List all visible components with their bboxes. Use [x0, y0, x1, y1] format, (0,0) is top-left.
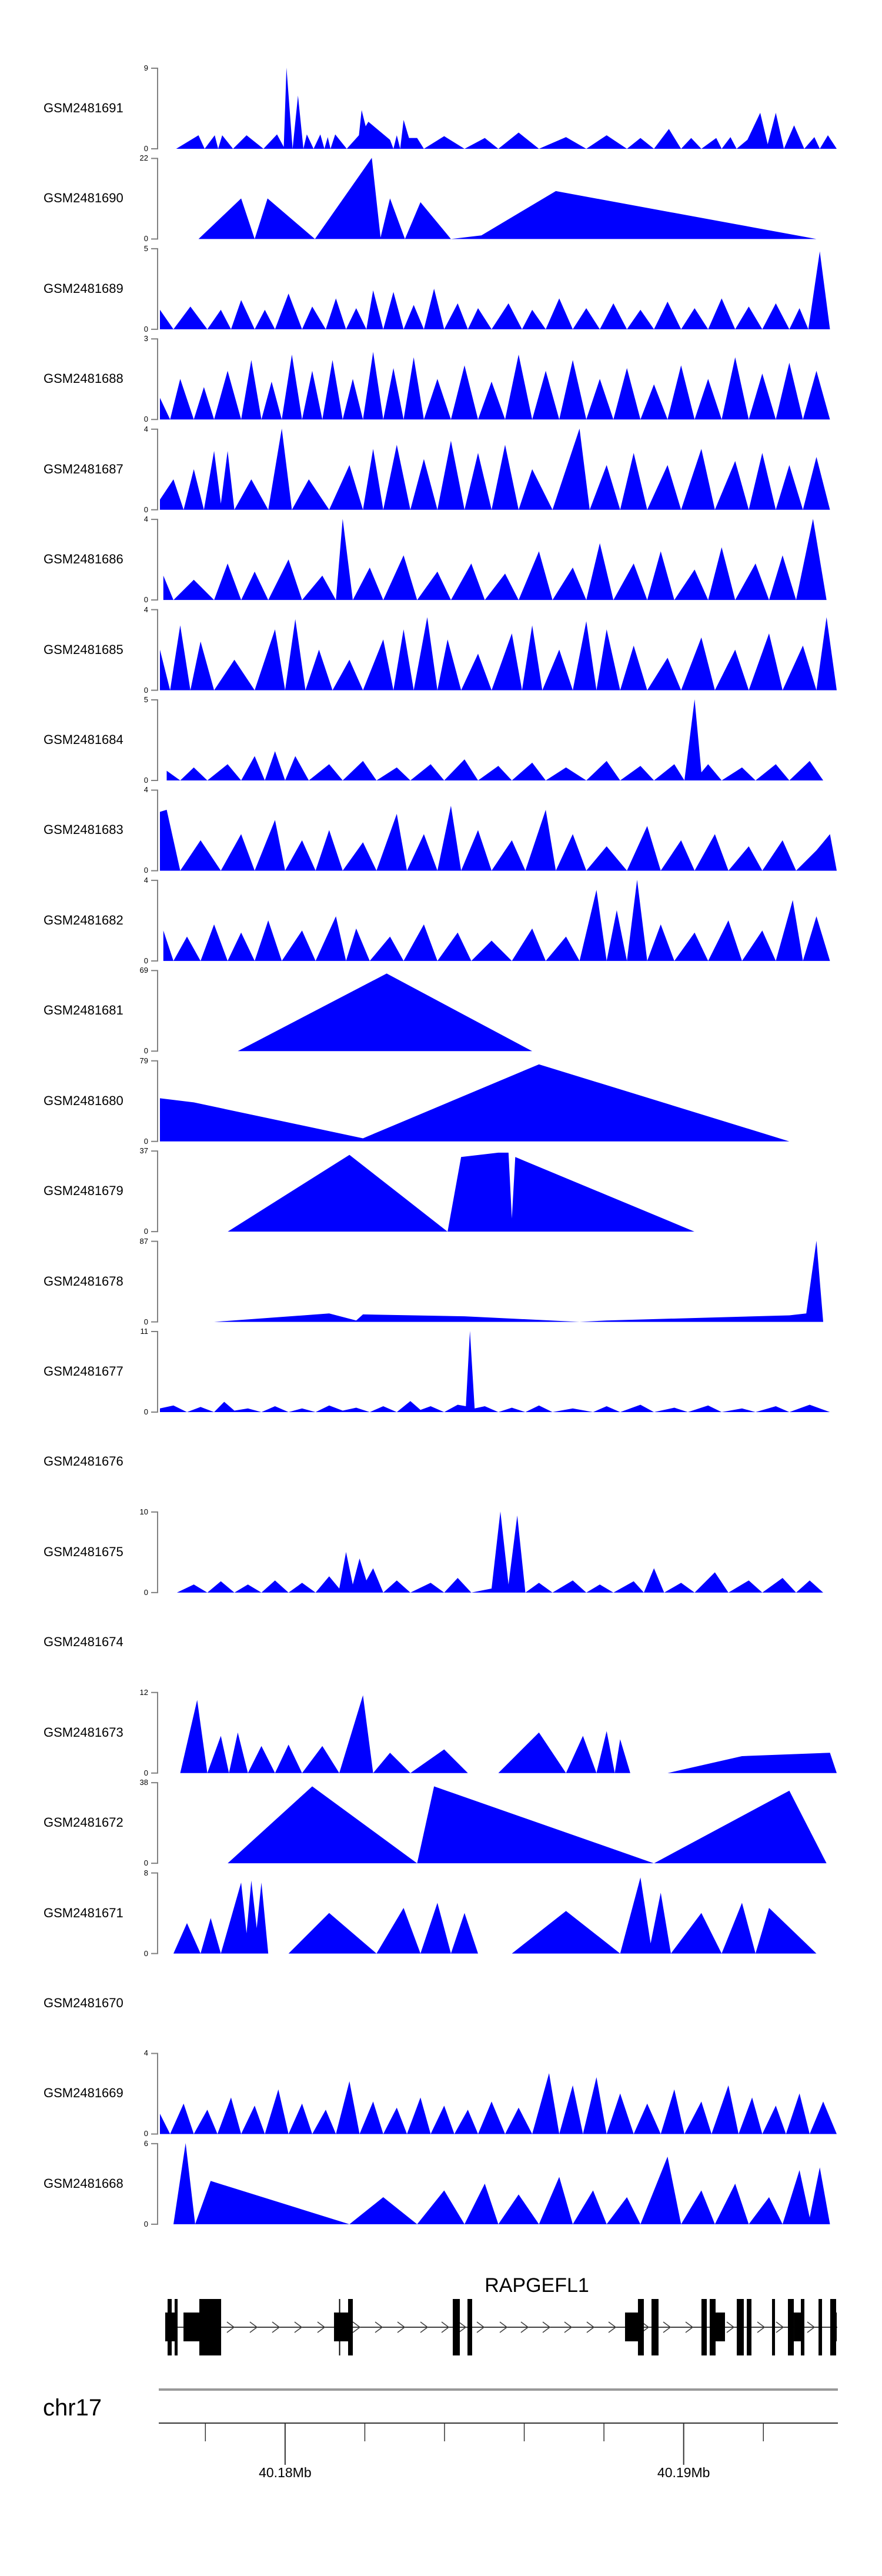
- y-axis-bracket: [151, 1061, 158, 1142]
- y-axis-zero: 0: [143, 1317, 148, 1326]
- y-axis-zero: 0: [143, 956, 148, 965]
- signal-area-GSM2481669: [160, 2073, 837, 2134]
- track-label-GSM2481686: GSM2481686: [44, 552, 123, 567]
- chromosome-label: chr17: [43, 2395, 102, 2421]
- track-label-GSM2481690: GSM2481690: [44, 191, 123, 206]
- y-axis-zero: 0: [143, 415, 148, 424]
- signal-area-GSM2481680: [160, 1065, 789, 1142]
- y-axis-bracket: [151, 970, 158, 1051]
- signal-area-GSM2481691: [176, 68, 837, 149]
- gene-exon-tall: [467, 2299, 472, 2355]
- y-axis-max: 38: [139, 1778, 148, 1787]
- y-axis-bracket: [151, 1693, 158, 1773]
- track-label-GSM2481687: GSM2481687: [44, 461, 123, 476]
- track-label-GSM2481688: GSM2481688: [44, 371, 123, 386]
- y-axis-bracket: [151, 158, 158, 239]
- ruler-ideogram-bar: [159, 2388, 838, 2391]
- gene-exon-tall: [638, 2299, 644, 2355]
- gene-exon-tall: [168, 2299, 172, 2355]
- y-axis-zero: 0: [143, 1768, 148, 1777]
- gene-exon-tall: [830, 2299, 836, 2355]
- y-axis-max: 6: [143, 2138, 148, 2148]
- y-axis-zero: 0: [143, 685, 148, 695]
- y-axis-max: 69: [139, 966, 148, 975]
- signal-area-GSM2481679: [228, 1153, 694, 1232]
- y-axis-bracket: [151, 790, 158, 870]
- gene-exon-tall: [652, 2299, 659, 2355]
- gene-exon-tall: [772, 2299, 775, 2355]
- y-axis-max: 3: [143, 334, 148, 343]
- signal-area-GSM2481671: [173, 1877, 817, 1953]
- y-axis-max: 8: [143, 1868, 148, 1877]
- y-axis-bracket: [151, 1242, 158, 1322]
- y-axis-zero: 0: [143, 2129, 148, 2138]
- track-label-GSM2481678: GSM2481678: [44, 1273, 123, 1289]
- y-axis-max: 22: [139, 154, 148, 163]
- track-label-GSM2481685: GSM2481685: [44, 642, 123, 657]
- gene-exon-tall: [818, 2299, 822, 2355]
- signal-area-GSM2481685: [160, 617, 837, 690]
- y-axis-zero: 0: [143, 776, 148, 785]
- ruler-line: [159, 2422, 838, 2424]
- track-label-GSM2481677: GSM2481677: [44, 1364, 123, 1379]
- gene-exon-tall: [453, 2299, 460, 2355]
- track-label-GSM2481691: GSM2481691: [44, 101, 123, 115]
- y-axis-zero: 0: [143, 1046, 148, 1056]
- track-label-GSM2481681: GSM2481681: [44, 1003, 123, 1018]
- y-axis-zero: 0: [143, 595, 148, 605]
- y-axis-zero: 0: [143, 234, 148, 243]
- y-axis-max: 4: [143, 424, 148, 433]
- ruler-tick-label: 40.19Mb: [657, 2465, 710, 2480]
- track-label-GSM2481684: GSM2481684: [44, 732, 123, 747]
- track-label-GSM2481668: GSM2481668: [44, 2175, 123, 2191]
- y-axis-max: 12: [139, 1687, 148, 1697]
- gene-exon-tall: [199, 2299, 221, 2355]
- track-label-GSM2481683: GSM2481683: [44, 822, 123, 837]
- track-label-GSM2481670: GSM2481670: [44, 1996, 123, 2011]
- track-label-GSM2481674: GSM2481674: [44, 1634, 123, 1650]
- y-axis-bracket: [151, 1332, 158, 1412]
- signal-area-GSM2481678: [214, 1241, 823, 1322]
- y-axis-max: 10: [139, 1507, 148, 1516]
- signal-area-GSM2481668: [173, 2143, 830, 2224]
- y-axis-max: 87: [139, 1236, 148, 1246]
- y-axis-bracket: [151, 519, 158, 600]
- track-label-GSM2481675: GSM2481675: [44, 1544, 123, 1559]
- track-label-GSM2481673: GSM2481673: [44, 1724, 123, 1740]
- y-axis-zero: 0: [143, 2219, 148, 2228]
- track-label-GSM2481679: GSM2481679: [44, 1183, 123, 1199]
- signal-area-GSM2481683: [160, 806, 837, 870]
- y-axis-bracket: [151, 68, 158, 149]
- y-axis-max: 37: [139, 1146, 148, 1156]
- signal-area-GSM2481673: [181, 1696, 837, 1773]
- y-axis-bracket: [151, 339, 158, 419]
- y-axis-bracket: [151, 1151, 158, 1232]
- gene-exon-tall: [788, 2299, 794, 2355]
- y-axis-bracket: [151, 1873, 158, 1954]
- signal-area-GSM2481677: [160, 1331, 830, 1412]
- y-axis-max: 4: [143, 785, 148, 795]
- signal-area-GSM2481688: [160, 352, 830, 419]
- gene-exon-tall: [175, 2299, 178, 2355]
- y-axis-bracket: [151, 2053, 158, 2134]
- signal-area-GSM2481690: [199, 158, 817, 239]
- gene-exon-tall: [801, 2299, 804, 2355]
- gene-name-label: RAPGEFL1: [485, 2274, 589, 2297]
- y-axis-zero: 0: [143, 1858, 148, 1868]
- y-axis-max: 11: [140, 1327, 148, 1336]
- y-axis-zero: 0: [143, 324, 148, 333]
- signal-area-GSM2481672: [228, 1786, 827, 1863]
- y-axis-max: 4: [143, 515, 148, 524]
- y-axis-bracket: [151, 700, 158, 780]
- y-axis-bracket: [151, 429, 158, 510]
- signal-area-GSM2481681: [238, 973, 532, 1051]
- y-axis-max: 4: [143, 605, 148, 614]
- y-axis-max: 5: [143, 695, 148, 704]
- ruler-tick-label: 40.18Mb: [259, 2465, 312, 2480]
- y-axis-bracket: [151, 610, 158, 690]
- y-axis-bracket: [151, 1783, 158, 1863]
- track-label-GSM2481682: GSM2481682: [44, 912, 123, 927]
- signal-area-GSM2481687: [160, 429, 830, 510]
- track-label-GSM2481671: GSM2481671: [44, 1905, 123, 1920]
- track-label-GSM2481680: GSM2481680: [44, 1093, 123, 1108]
- track-label-GSM2481669: GSM2481669: [44, 2086, 123, 2101]
- gene-exon-tall: [710, 2299, 716, 2355]
- signal-area-GSM2481689: [160, 251, 830, 329]
- y-axis-max: 9: [143, 64, 148, 72]
- track-label-GSM2481672: GSM2481672: [44, 1815, 123, 1830]
- gene-exon-tall: [339, 2299, 340, 2355]
- gene-exon-tall: [348, 2299, 353, 2355]
- y-axis-zero: 0: [143, 1948, 148, 1958]
- gene-exon-tall: [737, 2299, 744, 2355]
- gene-exon-tall: [747, 2299, 751, 2355]
- signal-area-GSM2481686: [163, 519, 827, 600]
- y-axis-max: 5: [143, 243, 148, 253]
- y-axis-max: 79: [139, 1056, 148, 1065]
- y-axis-bracket: [151, 2144, 158, 2224]
- y-axis-zero: 0: [143, 1136, 148, 1146]
- y-axis-zero: 0: [143, 866, 148, 875]
- signal-area-GSM2481682: [163, 880, 830, 961]
- track-label-GSM2481676: GSM2481676: [44, 1454, 123, 1469]
- y-axis-zero: 0: [143, 144, 148, 153]
- y-axis-max: 4: [143, 2048, 148, 2058]
- signal-area-GSM2481684: [167, 699, 824, 780]
- gene-exon-tall: [701, 2299, 707, 2355]
- y-axis-bracket: [151, 249, 158, 329]
- y-axis-max: 4: [143, 875, 148, 885]
- signal-area-GSM2481675: [177, 1511, 823, 1593]
- track-label-GSM2481689: GSM2481689: [44, 281, 123, 296]
- y-axis-zero: 0: [143, 1227, 148, 1236]
- y-axis-zero: 0: [143, 1587, 148, 1597]
- gene-exon: [183, 2313, 200, 2341]
- y-axis-bracket: [151, 1512, 158, 1593]
- y-axis-zero: 0: [143, 505, 148, 514]
- y-axis-bracket: [151, 880, 158, 961]
- y-axis-zero: 0: [143, 1407, 148, 1417]
